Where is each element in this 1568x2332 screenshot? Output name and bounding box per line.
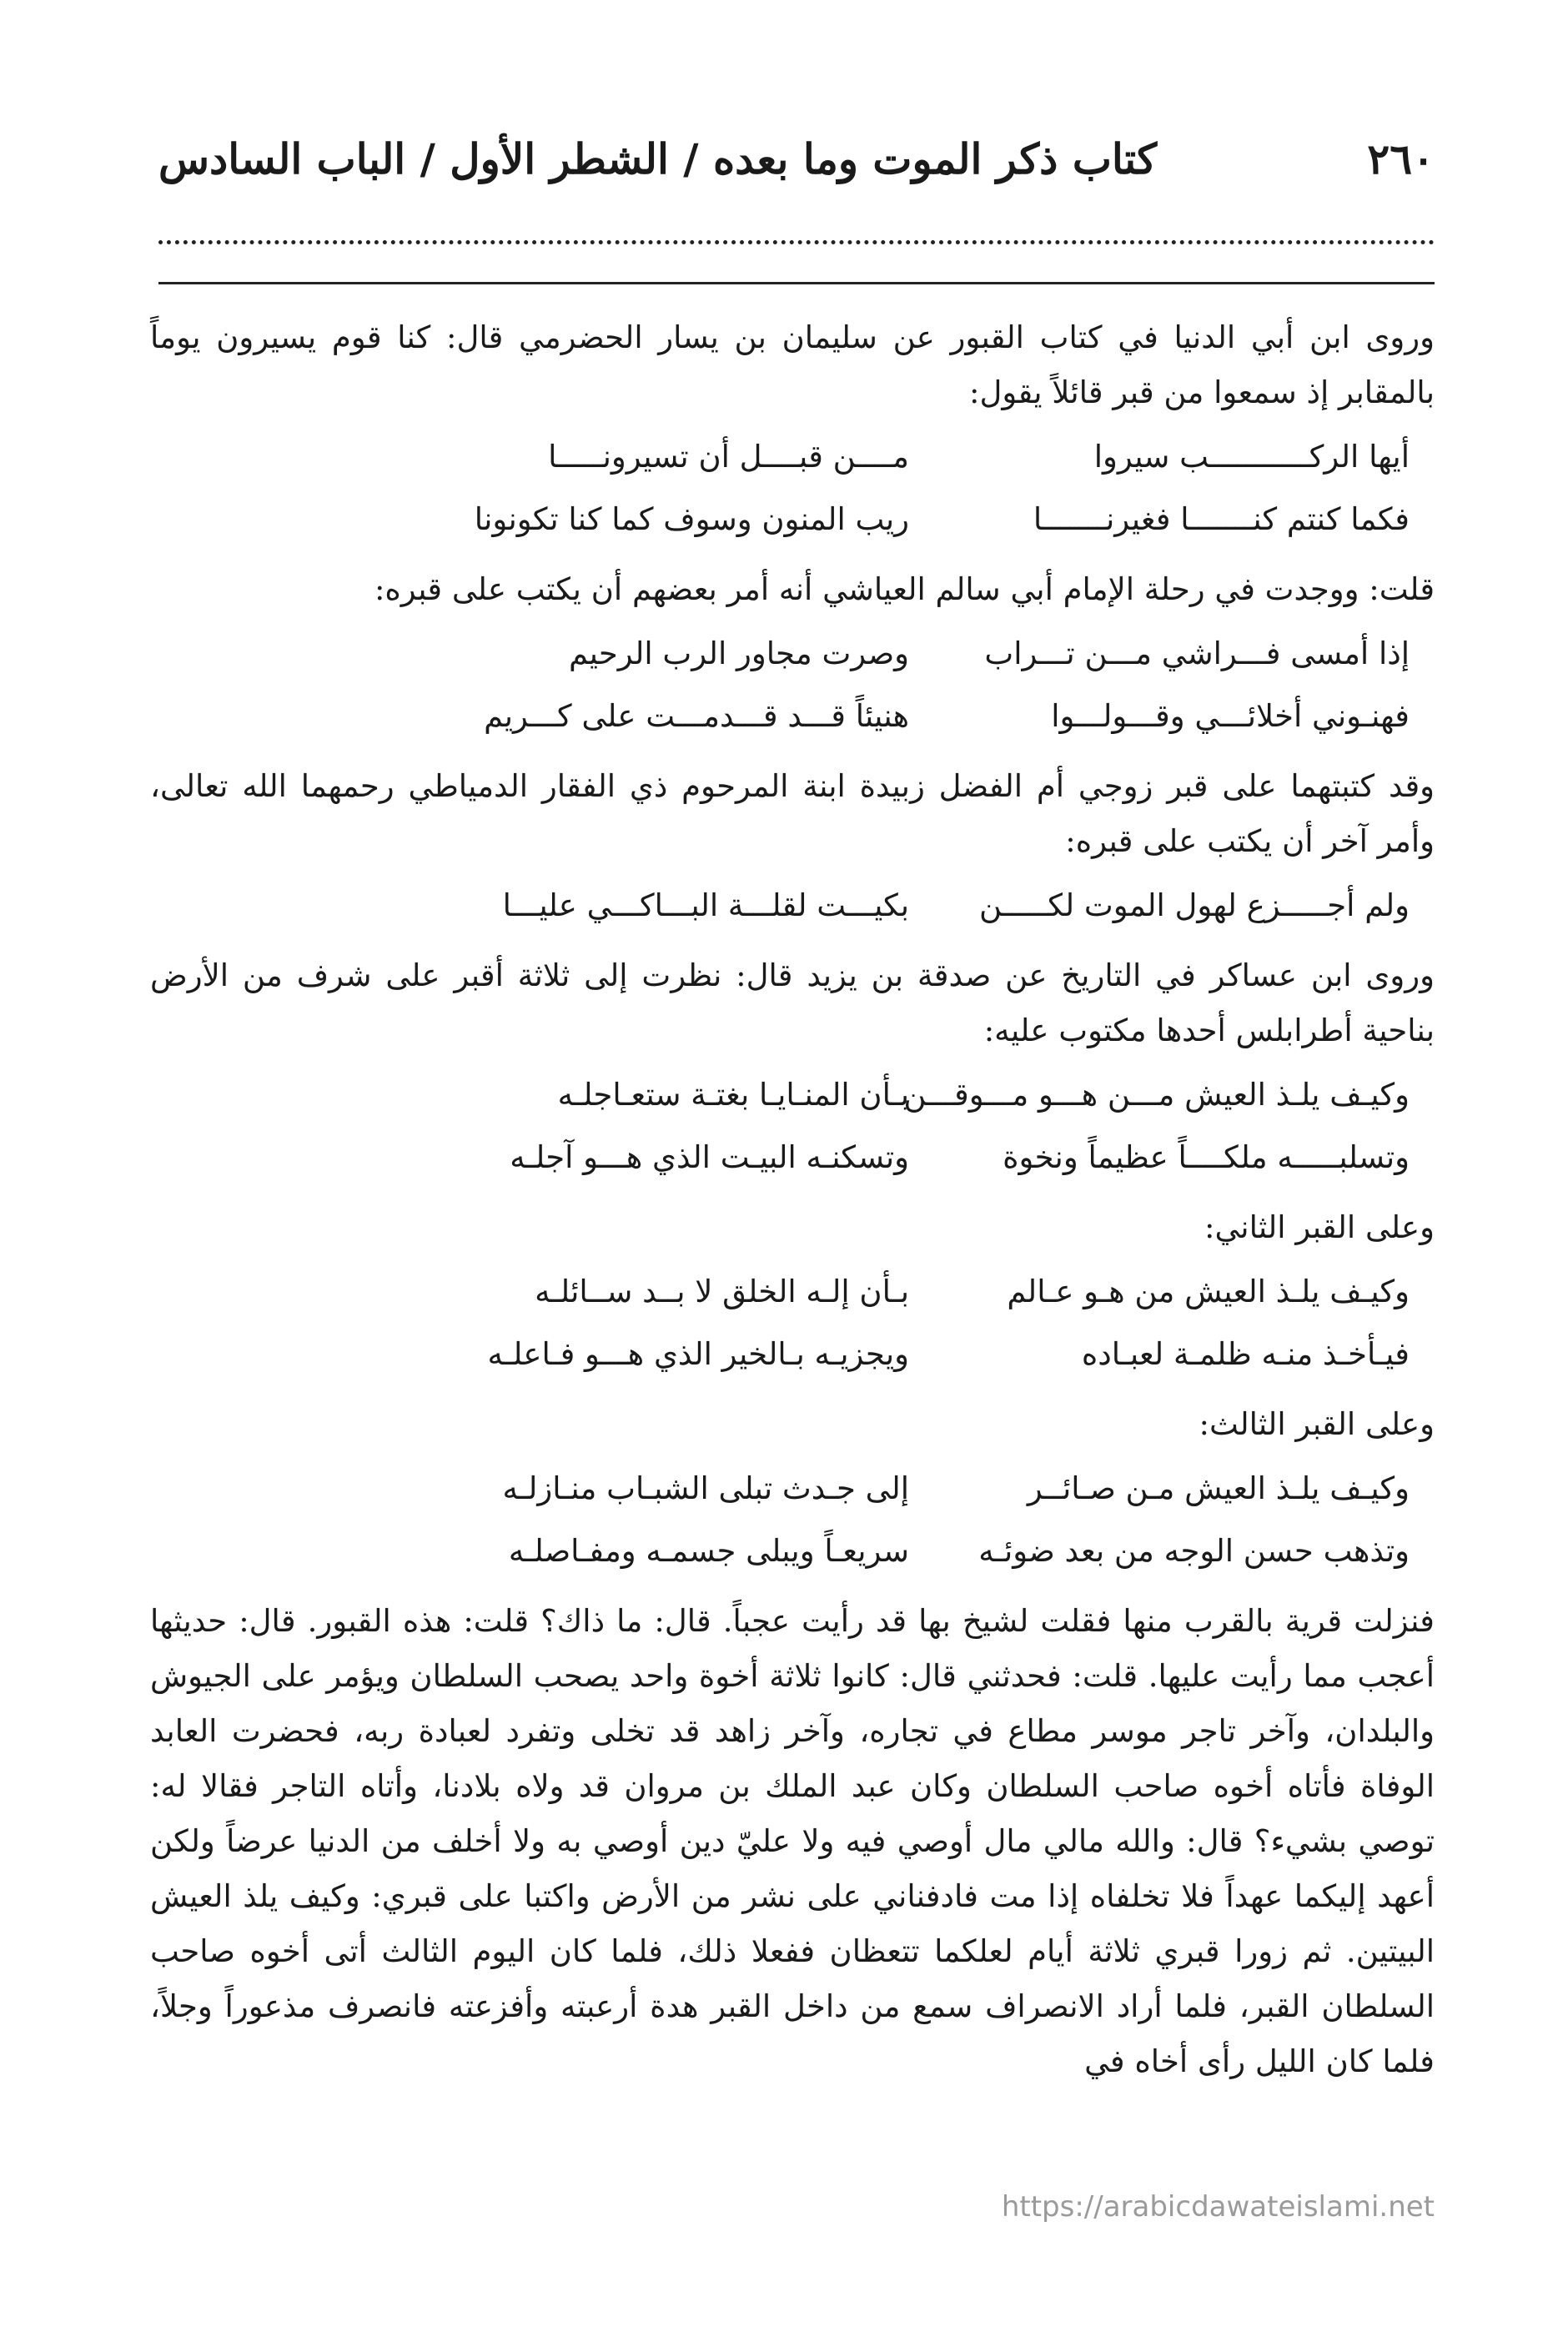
verse-second-hemistich: مــــن قبــــل أن تسيرونـــــا bbox=[548, 439, 909, 475]
verse-line bbox=[150, 1520, 1435, 1582]
paragraph-1: وروى ابن أبي الدنيا في كتاب القبور عن سليمان بن يسار الحضرمي قال: كنا قوم يسيرون يوماً بالمقابر إذ سمعوا من قبر قائلاً يقول: bbox=[150, 319, 1435, 410]
verse-second-hemistich: ريب المنون وسوف كما كنا تكونونا bbox=[474, 501, 909, 537]
verse-second-hemistich: سريعـاً ويبلى جسمـه ومفـاصلـه bbox=[508, 1533, 909, 1569]
verse-second-hemistich: ويجزيـه بـالخير الذي هـــو فـاعلـه bbox=[487, 1336, 909, 1372]
paragraph-2: قلت: ووجدت في رحلة الإمام أبي سالم العياشي أنه أمر بعضهم أن يكتب على قبره: bbox=[374, 571, 1435, 607]
verse-first-hemistich: ولم أجـــــزع لهول الموت لكـــــن bbox=[979, 887, 1410, 923]
verse-line bbox=[150, 425, 1435, 488]
running-title: كتاب ذكر الموت وما بعده / الشطر الأول / الباب السادس bbox=[158, 133, 1158, 183]
watermark-url: https://arabicdawateislami.net bbox=[1001, 2190, 1435, 2224]
verse-second-hemistich: هنيئاً قـــد قـــدمـــت على كـــريم bbox=[484, 698, 909, 734]
verse-second-hemistich: وتسكنـه البيـت الذي هـــو آجلـه bbox=[510, 1139, 909, 1175]
verse-first-hemistich: وكيـف يلـذ العيش مـن صـائــر bbox=[1027, 1470, 1410, 1506]
poem-4 bbox=[150, 1063, 1435, 1189]
third-grave-label: وعلى القبر الثالث: bbox=[1199, 1406, 1435, 1442]
verse-first-hemistich: أيها الركـــــــــــب سيروا bbox=[1093, 439, 1410, 475]
page-body bbox=[150, 310, 1435, 2089]
verse-first-hemistich: إذا أمسى فـــراشي مـــن تـــراب bbox=[984, 636, 1410, 671]
verse-line bbox=[150, 1323, 1435, 1385]
verse-first-hemistich: فيـأخـذ منـه ظلمـة لعبـاده bbox=[1081, 1336, 1410, 1372]
verse-line bbox=[150, 488, 1435, 550]
verse-second-hemistich: بـأن إلـه الخلق لا بــد ســائلـه bbox=[535, 1274, 909, 1309]
verse-first-hemistich: وكيـف يلـذ العيش من هـو عـالم bbox=[1007, 1274, 1410, 1309]
paragraph-5: فنزلت قرية بالقرب منها فقلت لشيخ بها قد رأيت عجباً. قال: ما ذاك؟ قلت: هذه القبور. قال: حديثها أعجب مما رأيت عليها. قلت: فحدثني قال: كانوا ثلاثة أخوة واحد يصحب السلطان ويؤمر على الجيوش والبلدان، وآخر تاجر موسر مطاع في تجاره، وآخر زاهد قد تخلى وتفرد لعبادة ربه، فحضرت العابد الوفاة فأتاه أخوه صاحب السلطان وكان عبد الملك بن مروان قد ولاه بلادنا، وأتاه التاجر فقالا له: توصي بشيء؟ قال: والله مالي مال أوصي فيه ولا عليّ دين أوصي به ولا أخلف من الدنيا عرضاً ولكن أعهد إليكما عهداً فلا تخلفاه إذا مت فادفناني على نشر من الأرض واكتبا على قبري: وكيف يلذ العيش البيتين. ثم زورا قبري ثلاثة أيام لعلكما تتعظان ففعلا ذلك، فلما كان اليوم الثالث أتى أخوه صاحب السلطان القبر، فلما أراد الانصراف سمع من داخل القبر هدة أرعبته وأفزعته فانصرف مذعوراً وجلاً، فلما كان الليل رأى أخاه في bbox=[150, 1603, 1435, 2079]
verse-first-hemistich: وكيـف يلـذ العيش مـــن هـــو مـــوقـــن bbox=[903, 1077, 1410, 1113]
verse-first-hemistich: فهنـوني أخلائـــي وقـــولـــوا bbox=[1051, 698, 1410, 734]
verse-second-hemistich: إلى جـدث تبلى الشبـاب منـازلـه bbox=[502, 1470, 909, 1506]
verse-line bbox=[150, 1063, 1435, 1126]
poem-2 bbox=[150, 622, 1435, 747]
paragraph-3: وقد كتبتهما على قبر زوجي أم الفضل زبيدة ابنة المرحوم ذي الفقار الدمياطي رحمهما الله تعالى، وأمر آخر أن يكتب على قبره: bbox=[150, 768, 1435, 859]
verse-line bbox=[150, 1457, 1435, 1520]
paragraph-4: وروى ابن عساكر في التاريخ عن صدقة بن يزيد قال: نظرت إلى ثلاثة أقبر على شرف من الأرض بناحية أطرابلس أحدها مكتوب عليه: bbox=[150, 957, 1435, 1048]
verse-line bbox=[150, 1260, 1435, 1323]
poem-1 bbox=[150, 425, 1435, 550]
poem-6 bbox=[150, 1457, 1435, 1582]
page-number: ٢٦٠ bbox=[1367, 133, 1435, 183]
verse-first-hemistich: فكما كنتم كنـــــــا فغيرنـــــــا bbox=[1033, 501, 1410, 537]
verse-line bbox=[150, 1126, 1435, 1189]
verse-first-hemistich: وتسلبـــــه ملكــــاً عظيماً ونخوة bbox=[1003, 1139, 1410, 1175]
poem-5 bbox=[150, 1260, 1435, 1385]
verse-line bbox=[150, 874, 1435, 937]
verse-second-hemistich: بـأن المنـايـا بغتـة ستعـاجلـه bbox=[557, 1077, 909, 1113]
verse-line bbox=[150, 685, 1435, 747]
verse-second-hemistich: وصرت مجاور الرب الرحيم bbox=[569, 636, 909, 671]
verse-line bbox=[150, 622, 1435, 685]
header-rule bbox=[158, 282, 1435, 284]
dotted-separator bbox=[158, 224, 1435, 244]
page-header bbox=[158, 117, 1435, 200]
poem-3 bbox=[150, 874, 1435, 937]
second-grave-label: وعلى القبر الثاني: bbox=[1204, 1209, 1435, 1245]
verse-first-hemistich: وتذهب حسن الوجه من بعد ضوئـه bbox=[978, 1533, 1410, 1569]
verse-second-hemistich: بكيـــت لقلـــة البـــاكـــي عليـــا bbox=[502, 887, 909, 923]
